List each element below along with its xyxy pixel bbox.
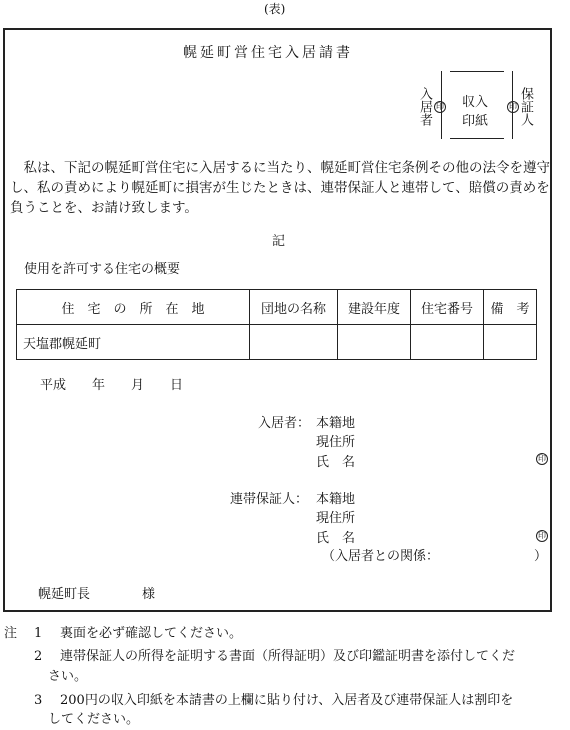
stamp-left-label: 入居者 [417,87,432,126]
header-build-year: 建設年度 [338,290,411,325]
guarantor-relation-close: ） [534,549,548,564]
note-3-number: 3 [34,693,43,708]
table-row [17,325,537,360]
note-3-text-cont: してください。 [48,712,140,727]
cell-location[interactable]: 天塩郡幌延町 [17,325,250,360]
tenant-address: 現住所 [316,435,356,450]
housing-table [16,289,537,360]
guarantor-name: 氏 名 [316,531,356,546]
cell-remarks[interactable] [484,325,537,360]
note-1-number: 1 [34,626,43,641]
note-3-text: 200円の収入印紙を本請書の上欄に貼り付け、入居者及び連帯保証人は割印を [60,693,514,708]
tenant-name: 氏 名 [316,455,356,470]
section-label: 使用を許可する住宅の概要 [24,262,181,277]
guarantor-address: 現住所 [316,511,356,526]
form-title: 幌延町営住宅入居請書 [183,45,353,61]
header-complex-name: 団地の名称 [250,290,338,325]
tenant-seal-icon: 印 [436,102,444,111]
stamp-center-line1: 収入 [462,95,489,110]
stamp-right-label: 保証人 [518,87,533,126]
guarantor-honseki: 本籍地 [316,492,356,507]
header-location: 住 宅 の 所 在 地 [17,290,250,325]
note-2-number: 2 [34,649,43,664]
guarantor-relation-open: （入居者との関係： [322,549,440,564]
tenant-label: 入居者： [258,416,311,431]
ki-heading: 記 [272,234,286,249]
note-1-text: 裏面を必ず確認してください。 [60,626,243,641]
cell-unit-number[interactable] [411,325,484,360]
stamp-center-line2: 印紙 [462,114,489,129]
guarantor-name-seal-icon: 印 [538,531,546,540]
tenant-honseki: 本籍地 [316,416,356,431]
cell-build-year[interactable] [338,325,411,360]
page-label: (表) [264,2,286,16]
tenant-name-seal-icon: 印 [538,454,546,463]
cell-complex-name[interactable] [250,325,338,360]
notes-prefix: 注 [4,626,18,641]
guarantor-label: 連帯保証人： [230,492,309,507]
note-2-text: 連帯保証人の所得を証明する書面（所得証明）及び印鑑証明書を添付してくだ [60,649,516,664]
undertaking-paragraph: 私は、下記の幌延町営住宅に入居するに当たり、幌延町営住宅条例その他の法令を遵守し、私の責めにより幌延町に損害が生じたときは、連帯保証人と連帯して、賠償の責めを負うことを、お請け致します。 [10,160,550,216]
note-2-text-cont: さい。 [48,669,88,684]
date-line[interactable]: 平成 年 月 日 [40,378,184,393]
guarantor-seal-icon: 印 [509,102,517,111]
header-unit-number: 住宅番号 [411,290,484,325]
table-header-row [17,290,537,325]
header-remarks: 備 考 [484,290,537,325]
addressee: 幌延町長 様 [38,587,156,602]
